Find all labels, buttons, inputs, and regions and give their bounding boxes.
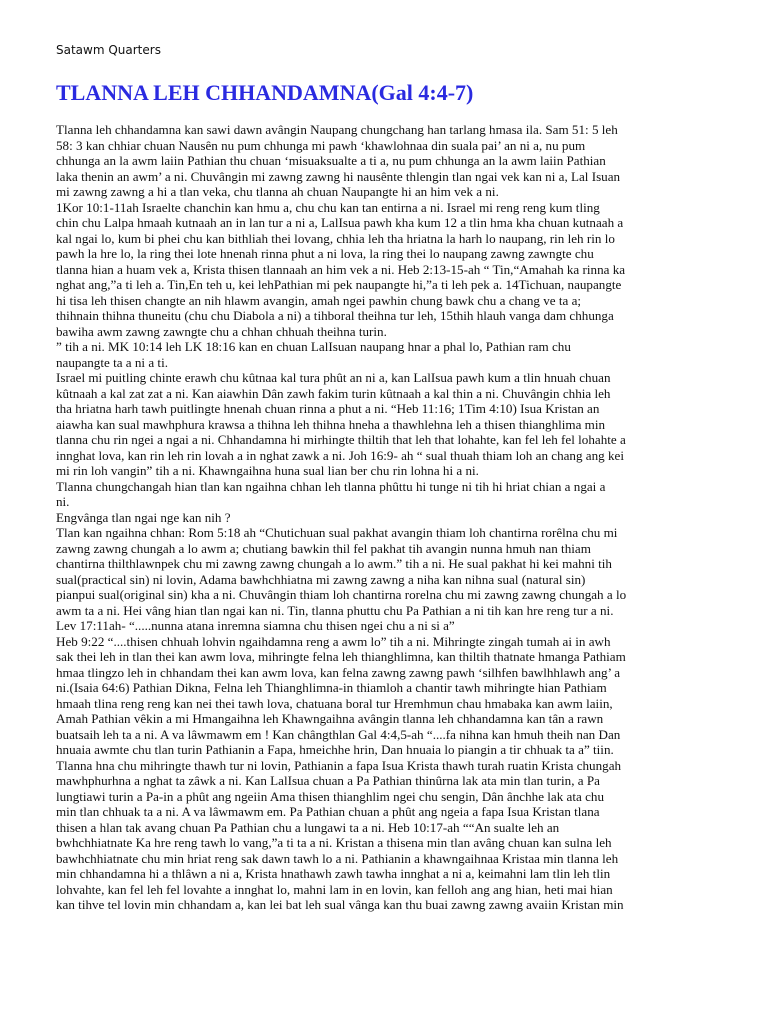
body-text-line: awm ta a ni. Hei vâng hian tlan ngai kan ni. Tin, tlanna phuttu chu Pa Pathian a ni tih kan hre reng tur a ni.: [56, 602, 614, 618]
body-text-line: Tlan kan ngaihna chhan: Rom 5:18 ah “Chutichuan sual pakhat avangin thiam loh chantirna rorêlna chu mi: [56, 525, 618, 540]
body-text-line: tlanna chu rin ngei a ngai a ni. Chhandamna hi mirhingte thiltih that leh that lohahte, kan fel leh fel lohahte a: [56, 432, 626, 447]
body-text-line: pawh la hre lo, la ring thei lote hnenah rinna phut a ni lova, la ring thei lo naupang zawng zawngte chu: [56, 246, 594, 261]
body-text-line: kal ngai lo, kum bi phei chu kan bithliah thei lovang, chhia leh tha hriatna la harh lo naupang, rin leh rin lo: [56, 230, 615, 246]
body-text-line: hi tisa leh thisen changte an nih hlawm avangin, amah ngei pawhin chung bawk chu a chang ve ta a;: [56, 292, 582, 308]
body-text-line: tlanna hian a huam vek a, Krista thisen tlannaah an him vek a ni. Heb 2:13-15-ah “ Tin,“Amahah ka rinna ka: [56, 261, 626, 277]
body-text-line: thisen a hlan tak avang chuan Pa Pathian chu a lungawi ta a ni. Heb 10:17-ah ““An sualte leh an: [56, 819, 560, 835]
body-text-line: Israel mi puitling chinte erawh chu kûtnaa kal tura phût an ni a, kan LalIsua pawh kum a tlin hnuah chuan: [56, 370, 611, 385]
body-text-line: Amah Pathian vêkin a mi Hmangaihna leh Khawngaihna avângin tlanna leh chhandamna kan tân a rawn: [56, 711, 604, 726]
body-text-line: laka thenin an awm’ a ni. Chuvângin mi zawng zawng hi nausênte thlengin tlan ngai vek kan ni a, Lal Isuan: [56, 168, 621, 184]
body-text-line: innghat lova, kan rin leh rin lovah a in nghat zawk a ni. Joh 16:9- ah “ sual thuah thiam loh an chang ang kei: [56, 447, 624, 463]
body-text-line: kûtnaah a kal zat zat a ni. Kan aiawhin Dân zawh fakim turin kûtnaah a kal thin a ni. Chuvângin chhia leh: [56, 385, 611, 401]
body-text-line: chantirna thilthlawnpek chu mi zawng zawng chungah a lo awm.” tih a ni. He sual pakhat hi kei mahni tih: [56, 556, 612, 571]
body-text-line: Lev 17:11ah- “.....nunna atana inremna siamna chu thisen ngei chu a ni si a”: [56, 618, 455, 633]
body-text-line: chin chu Lalpa hmaah kutnaah an in lan tur a ni a, LalIsua pawh kha kum 12 a tlin hma kha chuan kutnaah a: [56, 215, 624, 230]
body-text-line: Heb 9:22 “....thisen chhuah lohvin ngaihdamna reng a awm lo” tih a ni. Mihringte zingah tumah ai in awh: [56, 633, 611, 649]
document-title: TLANNA LEH CHHANDAMNA(Gal 4:4-7): [56, 80, 474, 105]
body-text-line: 58: 3 kan chhiar chuan Nausên nu pum chhunga mi pawh ‘khawlohnaa din suala pai’ an ni a, nu pum: [56, 137, 586, 153]
body-text-line: Tlanna hna chu mihringte thawh tur ni lovin, Pathianin a fapa Isua Krista thawh turah ruatin Krista chungah: [56, 757, 622, 773]
body-text-line: hnuaia awmte chu tlan turin Pathianin a Fapa, hmeichhe hrin, Dan hnuaia lo piangin a tir chhuak ta a” tiin.: [56, 742, 614, 757]
body-text-line: pianpui sual(original sin) kha a ni. Chuvângin thiam loh chantirna rorelna chu mi zawng zawng chungah a lo: [56, 587, 627, 602]
body-text-line: Engvânga tlan ngai nge kan nih ?: [56, 509, 231, 525]
body-text-line: 1Kor 10:1-11ah Israelte chanchin kan hmu a, chu chu kan tan entirna a ni. Israel mi reng reng kum tling: [56, 199, 600, 215]
body-text-line: kan tihve tel lovin min chhandam a, kan lei bat leh sual vânga kan thu buai zawng zawng avaiin Kristan min: [56, 897, 624, 912]
body-text-line: mi rin loh vangin” tih a ni. Khawngaihna huna sual lian ber chu rin lohna hi a ni.: [56, 463, 479, 478]
body-text-line: lungtiawi turin a Pa-in a phût ang ngeiin Ama thisen thianghlim ngei chu sengin, Dân ânchhe lak ata chu: [56, 788, 604, 804]
body-text-line: ni.(Isaia 64:6) Pathian Dikna, Felna leh Thianghlimna-in thiamloh a chantir tawh mihringte hian Pathiam: [56, 680, 607, 695]
document-body: [56, 122, 736, 913]
body-text-line: Tlanna leh chhandamna kan sawi dawn avângin Naupang chungchang han tarlang hmasa ila. Sam 51: 5 leh: [56, 122, 618, 137]
body-text-line: ni.: [56, 494, 70, 509]
body-text-line: tha hriatna harh tawh puitlingte hnenah chuan rinna a phut a ni. “Heb 11:16; 1Tim 4:10) Isua Kristan an: [56, 401, 600, 416]
body-text-line: bawhchhiatnate chu min hriat reng sak dawn tawh lo a ni. Pathianin a khawngaihnaa Kristaa min tlanna leh: [56, 850, 619, 866]
body-text-line: Tlanna chungchangah hian tlan kan ngaihna chhan leh tlanna phûttu hi tunge ni tih hi hriat chian a ngai a: [56, 478, 606, 494]
body-text-line: aiawha kan sual mawhphura krawsa a thihna leh thihna hneha a thawhlehna leh a thisen thianghlima min: [56, 416, 606, 432]
body-text-line: naupangte ta a ni a ti.: [56, 354, 168, 370]
body-text-line: sak thei leh in tlan thei kan awm lova, mihringte felna leh thianghlimna, kan thiltih thatnate hmanga Pathiam: [56, 649, 626, 664]
body-text-line: nghat ang,”a ti leh a. Tin,En teh u, kei lehPathian mi pek naupangte hi,”a ti leh pek a. 14Tichuan, naupangte: [56, 277, 622, 292]
body-text-line: hmaa tlingzo leh in chhandam thei kan awm lova, kan felna zawng zawng pawh ‘silhfen bawlhhlawh ang’ a: [56, 664, 621, 680]
body-text-line: buatsaih leh ta a ni. A va lâwmawm em ! Kan chângthlan Gal 4:4,5-ah “....fa nihna kan hmuh theih nan Dan: [56, 726, 621, 742]
body-text-line: ” tih a ni. MK 10:14 leh LK 18:16 kan en chuan LalIsuan naupang hnar a phal lo, Pathian ram chu: [56, 339, 571, 354]
body-text-line: mi zawng zawng a hi a tlan veka, chu tlanna ah chuan Naupangte hi an him vek a ni.: [56, 184, 499, 199]
page-header: Satawm Quarters: [56, 43, 161, 57]
body-text-line: bawiha awm zawng zawngte chu a chhan chhuah theihna turin.: [56, 323, 387, 339]
body-text-line: chhunga an la awm laiin Pathian thu chuan ‘misuaksualte a ti a, nu pum chhunga an la awm laiin Pathian: [56, 153, 606, 168]
body-text-line: min tlan chhuak ta a ni. A va lâwmawm em. Pa Pathian chuan a phût ang ngeia a fapa Isua Kristan tlana: [56, 804, 600, 819]
body-text-line: bwhchhiatnate Ka hre reng tawh lo vang,”a ti ta a ni. Kristan a thisena min tlan avâng chuan kan sulna leh: [56, 835, 612, 850]
body-text-line: min chhandamna hi a thlâwn a ni a, Krista hnathawh zawh tawha innghat a ni a, keimahni lam tlin leh tlin: [56, 866, 611, 881]
body-text-line: sual(practical sin) ni lovin, Adama bawhchhiatna mi zawng zawng a niha kan nihna sual (natural sin): [56, 571, 586, 587]
body-text-line: thihnain thihna thuneitu (chu chu Diabola a ni) a tihboral theihna tur leh, 15thih hlauh vanga dam chhunga: [56, 308, 614, 323]
body-text-line: lohvahte, kan fel leh fel lovahte a innghat lo, mahni lam in en lovin, kan felloh ang ang hian, heti mai hian: [56, 881, 613, 897]
body-text-line: zawng zawng chungah a lo awm a; chutiang bawkin thil fel pakhat tih avangin nunna hmuh nan thiam: [56, 540, 591, 556]
body-text-line: hmaah tlina reng reng kan nei thei tawh lova, chatuana boral tur Hremhmun chau hmabaka kan awm laiin,: [56, 695, 613, 711]
body-text-line: mawhphurhna a nghat ta zâwk a ni. Kan LalIsua chuan a Pa Pathian thinûrna lak ata min tlan turin, a Pa: [56, 773, 600, 788]
